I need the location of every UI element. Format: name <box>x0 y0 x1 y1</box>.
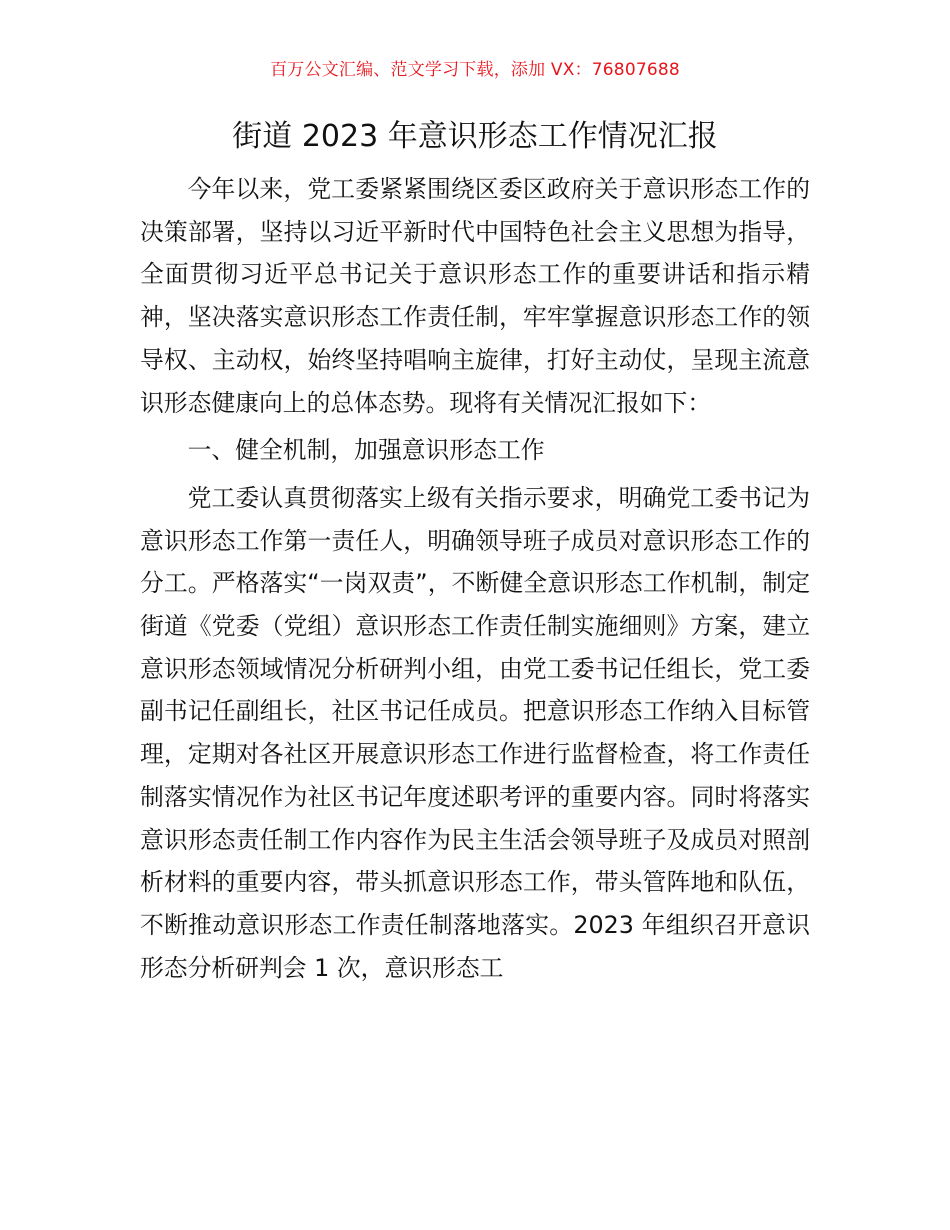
document-body <box>140 168 810 989</box>
promo-banner: 百万公文汇编、范文学习下载，添加 VX：76807688 <box>270 60 680 80</box>
document-title: 街道 2023 年意识形态工作情况汇报 <box>232 119 718 154</box>
section-paragraph: 党工委认真贯彻落实上级有关指示要求，明确党工委书记为意识形态工作第一责任人，明确领导班子成员对意识形态工作的分工。严格落实“一岗双责”，不断健全意识形态工作机制，制定街道《党委（党组）意识形态工作责任制实施细则》方案，建立意识形态领域情况分析研判小组，由党工委书记任组长，党工委副书记任副组长，社区书记任成员。把意识形态工作纳入目标管理，定期对各社区开展意识形态工作进行监督检查，将工作责任制落实情况作为社区书记年度述职考评的重要内容。同时将落实意识形态责任制工作内容作为民主生活会领导班子及成员对照剖析材料的重要内容，带头抓意识形态工作，带头管阵地和队伍，不断推动意识形态工作责任制落地落实。2023 年组织召开意识形态分析研判会 1 次，意识形态工 <box>140 483 810 982</box>
section-heading: 一、健全机制，加强意识形态工作 <box>187 436 545 465</box>
intro-paragraph: 今年以来，党工委紧紧围绕区委区政府关于意识形态工作的决策部署，坚持以习近平新时代中国特色社会主义思想为指导，全面贯彻习近平总书记关于意识形态工作的重要讲话和指示精神，坚决落实意识形态工作责任制，牢牢掌握意识形态工作的领导权、主动权，始终坚持唱响主旋律，打好主动仗，呈现主流意识形态健康向上的总体态势。现将有关情况汇报如下： <box>140 175 810 417</box>
